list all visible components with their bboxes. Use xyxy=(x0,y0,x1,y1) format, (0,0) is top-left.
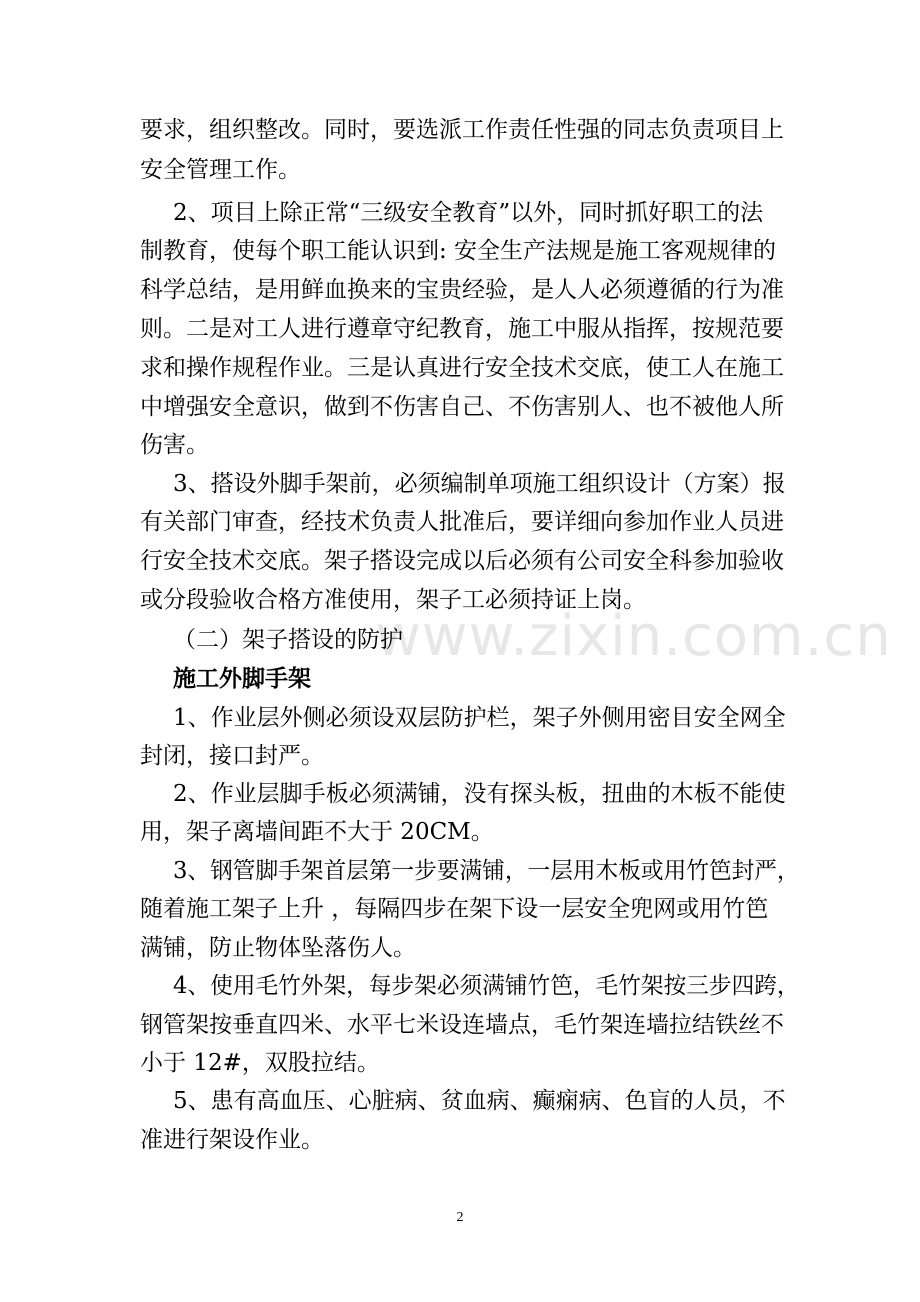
subsection-heading: 施工外脚手架 xyxy=(173,665,311,692)
watermark: www.zixin.com.cn xyxy=(375,604,892,669)
text-line: 用，架子离墙间距不大于 20CM。 xyxy=(140,819,494,845)
text-line: 2、作业层脚手板必须满铺，没有探头板，扭曲的木板不能使 xyxy=(173,781,786,807)
text-line: 行安全技术交底。架子搭设完成以后必须有公司安全科参加验收 xyxy=(140,548,784,574)
text-line: 满铺，防止物体坠落伤人。 xyxy=(140,935,416,961)
section-heading: （二）架子搭设的防护 xyxy=(173,627,403,653)
text-line: 有关部门审查，经技术负责人批准后，要详细向参加作业人员进 xyxy=(140,509,784,535)
text-line: 伤害。 xyxy=(140,432,209,458)
page-number: 2 xyxy=(456,1210,464,1225)
text-line: 钢管架按垂直四米、水平七米设连墙点，毛竹架连墙拉结铁丝不 xyxy=(140,1012,784,1038)
text-line: 准进行架设作业。 xyxy=(140,1127,324,1153)
text-line: 2、项目上除正常“三级安全教育”以外，同时抓好职工的法 xyxy=(173,200,764,226)
text-line: 要求，组织整改。同时，要选派工作责任性强的同志负责项目上 xyxy=(140,117,784,143)
text-line: 小于 12#，双股拉结。 xyxy=(140,1050,380,1076)
text-line: 随着施工架子上升 ，每隔四步在架下设一层安全兜网或用竹笆 xyxy=(140,896,769,922)
text-line: 或分段验收合格方准使用，架子工必须持证上岗。 xyxy=(140,587,646,613)
text-line: 封闭，接口封严。 xyxy=(140,743,324,769)
text-line: 3、搭设外脚手架前，必须编制单项施工组织设计（方案）报 xyxy=(173,471,786,497)
text-line: 安全管理工作。 xyxy=(140,157,301,183)
text-line: 科学总结，是用鲜血换来的宝贵经验，是人人必须遵循的行为准 xyxy=(140,277,784,303)
text-line: 求和操作规程作业。三是认真进行安全技术交底，使工人在施工 xyxy=(140,355,784,381)
text-line: 1、作业层外侧必须设双层防护栏，架子外侧用密目安全网全 xyxy=(173,705,786,731)
text-line: 5、患有高血压、心脏病、贫血病、癫痫病、色盲的人员，不 xyxy=(173,1088,786,1114)
text-line: 3、钢管脚手架首层第一步要满铺，一层用木板或用竹笆封严， xyxy=(173,858,800,884)
text-line: 中增强安全意识，做到不伤害自己、不伤害别人、也不被他人所 xyxy=(140,394,784,420)
text-line: 则。二是对工人进行遵章守纪教育，施工中服从指挥，按规范要 xyxy=(140,316,784,342)
text-line: 4、使用毛竹外架，每步架必须满铺竹笆，毛竹架按三步四跨， xyxy=(173,973,800,999)
text-line: 制教育，使每个职工能认识到: 安全生产法规是施工客观规律的 xyxy=(140,238,777,264)
